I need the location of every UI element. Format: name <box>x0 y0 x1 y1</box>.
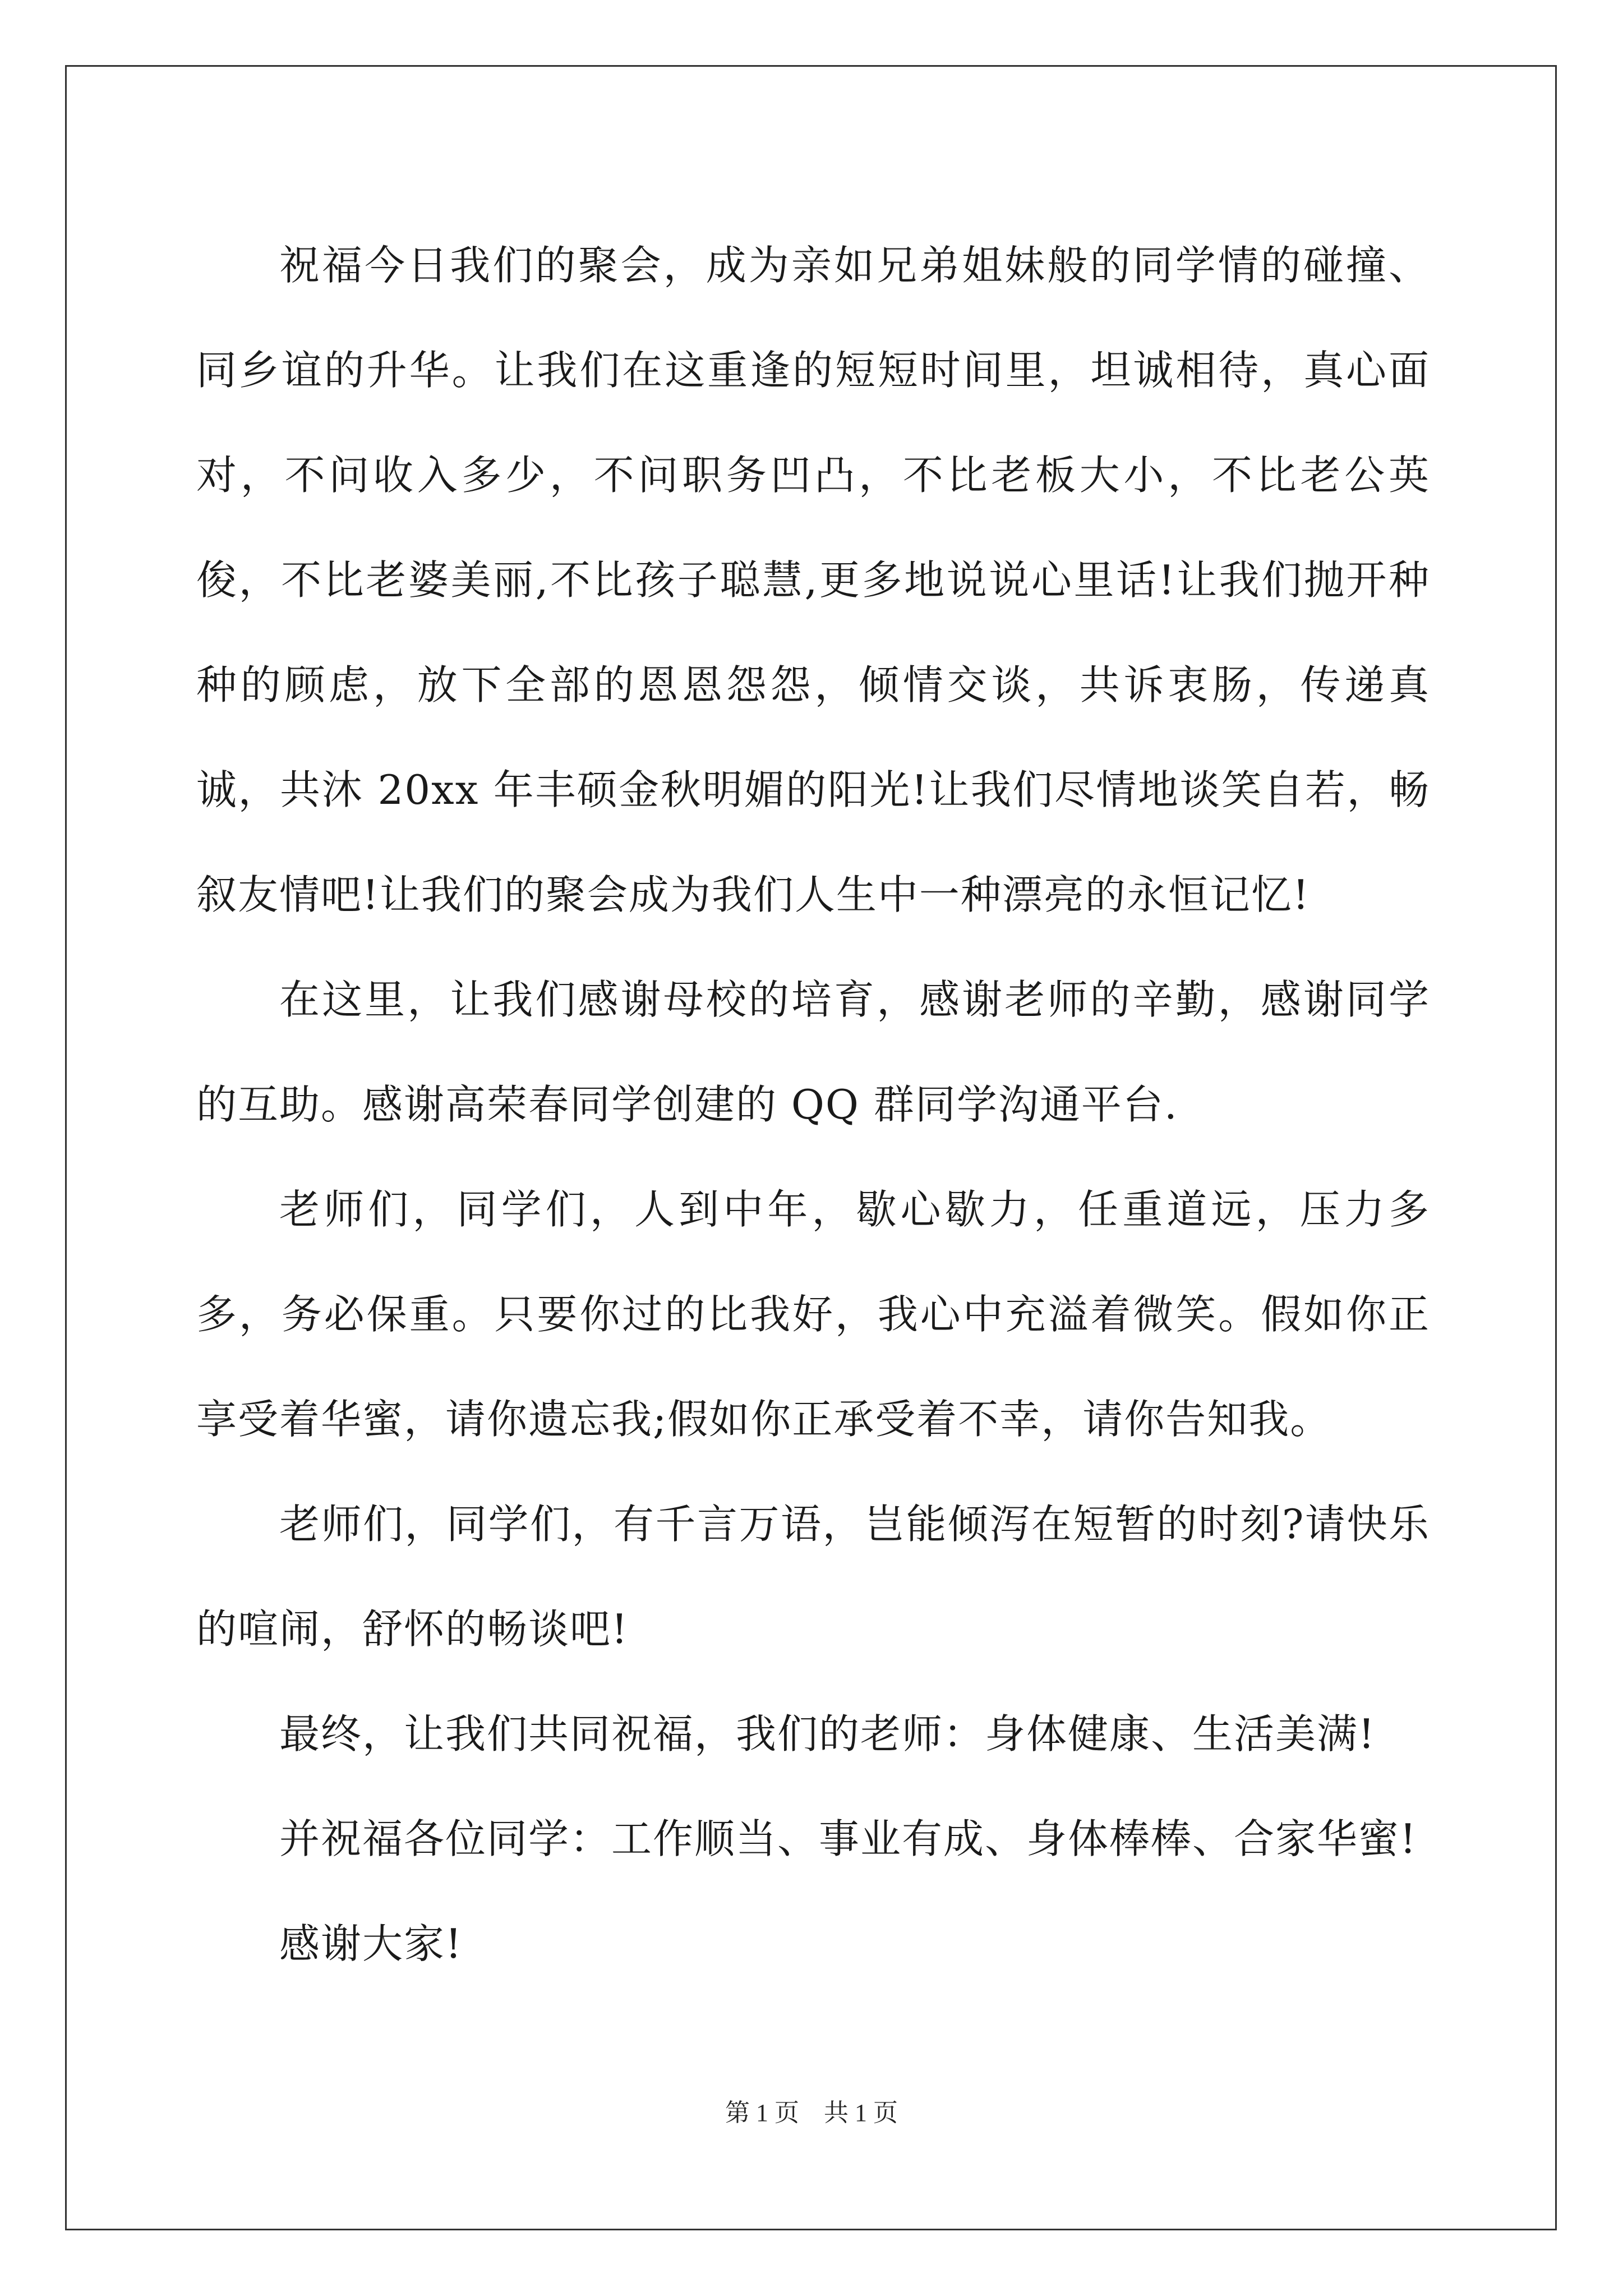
paragraph-bless-classmates: 并祝福各位同学：工作顺当、事业有成、身体棒棒、合家华蜜! <box>279 1815 1417 1862</box>
paragraph-thousand-words: 老师们，同学们，有千言万语，岂能倾泻在短暂的时刻?请快乐的喧闹，舒怀的畅谈吧! <box>196 1501 1430 1653</box>
paragraph-bless-teachers: 最终，让我们共同祝福，我们的老师：身体健康、生活美满! <box>279 1710 1376 1757</box>
paragraph-thanks-school: 在这里，让我们感谢母校的培育，感谢老师的辛勤，感谢同学的互助。感谢高荣春同学创建的 QQ 群同学沟通平台. <box>196 976 1430 1128</box>
page-number-footer: 第 1 页 共 1 页 <box>725 2099 898 2127</box>
paragraph-thanks-all: 感谢大家! <box>279 1920 463 1967</box>
paragraph-middle-age: 老师们，同学们，人到中年，歇心歇力，任重道远，压力多多，务必保重。只要你过的比我好，我心中充溢着微笑。假如你正享受着华蜜，请你遗忘我;假如你正承受着不幸，请你告知我。 <box>196 1186 1430 1443</box>
paragraph-gathering-blessing: 祝福今日我们的聚会，成为亲如兄弟姐妹般的同学情的碰撞、同乡谊的升华。让我们在这重逢的短短时间里，坦诚相待，真心面对，不问收入多少，不问职务凹凸，不比老板大小，不比老公英俊，不比老婆美丽,不比孩子聪慧,更多地说说心里话!让我们抛开种种的顾虑，放下全部的恩恩怨怨，倾情交谈，共诉衷肠，传递真诚，共沐 20xx 年丰硕金秋明媚的阳光!让我们尽情地谈笑自若，畅叙友情吧!让我们的聚会成为我们人生中一种漂亮的永恒记忆! <box>196 242 1430 918</box>
document-body <box>196 213 1430 1996</box>
